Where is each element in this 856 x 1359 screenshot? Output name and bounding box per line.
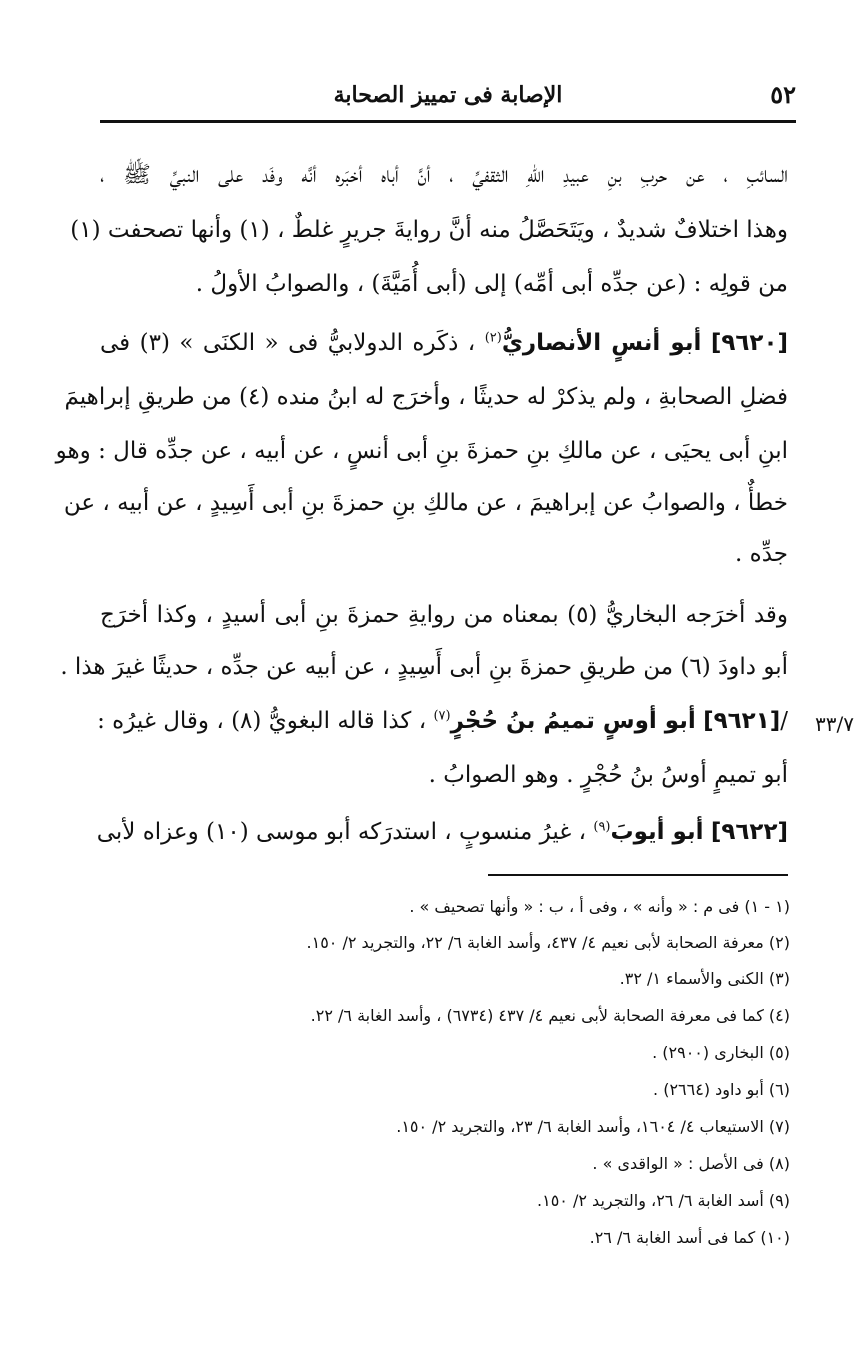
footnote-rule bbox=[488, 874, 788, 876]
footnote: (٩) أسد الغابة ٦/ ٢٦، والتجريد ٢/ ١٥٠. bbox=[537, 1191, 790, 1210]
text-line: من قولِه : (عن جدِّه أبى أمِّه) إلى (أبى أُمَيَّةَ) ، والصوابُ الأولُ . bbox=[195, 271, 788, 297]
footnote: (٤) كما فى معرفة الصحابة لأبى نعيم ٤/ ٤٣٧ (٦٧٣٤) ، وأسد الغابة ٦/ ٢٢. bbox=[310, 1006, 790, 1025]
footnote-ref: (٢) bbox=[484, 330, 502, 346]
page-number: ٥٢ bbox=[770, 80, 796, 109]
footnote: (٥) البخارى (٢٩٠٠) . bbox=[652, 1043, 790, 1062]
entry-number: [٩٦٢١] bbox=[703, 708, 781, 734]
text-line: جدِّه . bbox=[735, 541, 788, 567]
page-break-slash: / bbox=[780, 708, 788, 734]
margin-reference: ٣٣/٧ bbox=[815, 712, 854, 736]
entry-text: ، كذا قاله البغويُّ (٨) ، وقال غيرُه : bbox=[97, 708, 427, 734]
entry-name: أبو أنسٍ الأنصاريُّ bbox=[501, 330, 702, 356]
entry-name: أبو أيوبَ bbox=[610, 819, 704, 845]
entry-9621-line bbox=[97, 708, 788, 736]
footnote: (٦) أبو داود (٢٦٦٤) . bbox=[653, 1080, 790, 1099]
entry-number: [٩٦٢٠] bbox=[710, 330, 789, 356]
text-line: وقد أخرَجه البخاريُّ (٥) بمعناه من روايةِ حمزةَ بنِ أبى أسيدٍ ، وكذا أخرَج bbox=[100, 602, 788, 628]
entry-number: [٩٦٢٢] bbox=[710, 819, 788, 845]
entry-name: أبو أوسٍ تميمُ بنُ حُجْرٍ bbox=[450, 708, 696, 734]
footnote-ref: (٩) bbox=[593, 819, 611, 835]
footnote: (٢) معرفة الصحابة لأبى نعيم ٤/ ٤٣٧، وأسد الغابة ٦/ ٢٢، والتجريد ٢/ ١٥٠. bbox=[306, 933, 790, 952]
header-rule bbox=[100, 120, 796, 123]
footnote-ref: (٧) bbox=[433, 708, 451, 724]
text-line: وهذا اختلافٌ شديدٌ ، ويَتَحَصَّلُ منه أنَّ روايةَ جريرٍ غلطٌ ، (١) وأنها تصحفت (١) bbox=[70, 217, 788, 243]
entry-9620-line bbox=[100, 330, 788, 358]
footnote: (٣) الكنى والأسماء ١/ ٣٢. bbox=[619, 969, 790, 988]
footnote: (١٠) كما فى أسد الغابة ٦/ ٢٦. bbox=[589, 1228, 790, 1247]
text-line: ابنِ أبى يحيَى ، عن مالكِ بنِ حمزةَ بنِ أبى أنسٍ ، عن أبيه ، عن جدِّه قال : وهو bbox=[55, 438, 788, 464]
text-line: أبو داودَ (٦) من طريقِ حمزةَ بنِ أبى أَسِيدٍ ، عن أبيه عن جدِّه ، حديثًا غيرَ هذا . bbox=[60, 654, 788, 680]
entry-9622-line bbox=[96, 819, 788, 847]
text-line: أبو تميمٍ أوسُ بنُ حُجْرٍ . وهو الصوابُ . bbox=[428, 762, 788, 788]
footnote: (٧) الاستيعاب ٤/ ١٦٠٤، وأسد الغابة ٦/ ٢٣، والتجريد ٢/ ١٥٠. bbox=[396, 1117, 790, 1136]
entry-text: ، ذكَره الدولابيُّ فى « الكنَى » (٣) فى bbox=[100, 330, 476, 356]
page-title: الإصابة فى تمييز الصحابة bbox=[333, 82, 563, 108]
page-header bbox=[100, 78, 796, 118]
text-line: السائبِ ، عن حربِ بنِ عبيدِ اللهِ الثقفيِّ ، أنَّ أباه أخبَره أنَّه وفَد على النبيِّ ﷺ ، bbox=[100, 162, 788, 188]
text-line: فضلِ الصحابةِ ، ولم يذكرْ له حديثًا ، وأخرَج له ابنُ منده (٤) من طريقِ إبراهيمَ bbox=[64, 384, 788, 410]
footnote: (٨) فى الأصل : « الواقدى » . bbox=[592, 1154, 790, 1173]
footnote: (١ - ١) فى م : « وأنه » ، وفى أ ، ب : « وأنها تصحيف » . bbox=[409, 897, 790, 916]
text-line: خطأٌ ، والصوابُ عن إبراهيمَ ، عن مالكِ بنِ حمزةَ بنِ أبى أَسِيدٍ ، عن أبيه ، عن bbox=[63, 490, 788, 516]
entry-text: ، غيرُ منسوبٍ ، استدرَكه أبو موسى (١٠) وعزاه لأبى bbox=[96, 819, 587, 845]
